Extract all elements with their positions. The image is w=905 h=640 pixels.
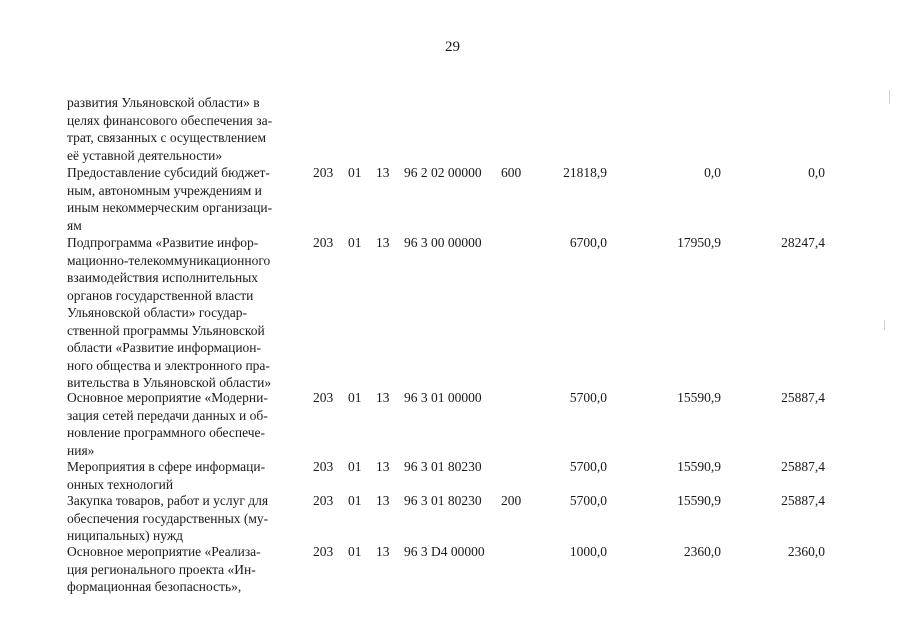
row-description: развития Ульяновской области» в целях финансового обеспечения за- трат, связанных с осуществлением eё уставной деятельности» [67,95,273,163]
amount-year-2: 15590,9 [677,459,721,474]
page-number: 29 [445,39,460,55]
amount-year-1: 6700,0 [569,235,607,250]
target-article-code: 96 3 01 00000 [404,390,482,405]
amount-year-2: 0,0 [704,165,721,180]
amount-year-3: 2360,0 [787,544,825,559]
amount-year-3: 0,0 [808,165,825,180]
expense-type-code: 200 [501,493,522,508]
row-description: Закупка товаров, работ и услуг для обеспечения государственных (му- ниципальных) нужд [67,493,269,543]
amount-year-1: 5700,0 [569,390,607,405]
subsection-code: 13 [376,493,390,508]
ved-code: 203 [313,493,334,508]
target-article-code: 96 3 D4 00000 [404,544,485,559]
row-description: Предоставление субсидий бюджет- ным, автономным учреждениям и иным некоммерческим организаци- ям [67,165,273,233]
row-description: Подпрограмма «Развитие инфор- мационно-телекоммуникационного взаимодействия исполнительных органов государственной власти Ульяновской области» государ- ственной программы Ульяновской области «Развитие информацион- ного общества и электронного пра- вительства в Ульяновской области» [67,235,272,390]
section-code: 01 [348,165,362,180]
amount-year-3: 28247,4 [781,235,825,250]
row-description: Мероприятия в сфере информаци- онных технологий [67,459,266,492]
amount-year-1: 21818,9 [563,165,607,180]
subsection-code: 13 [376,235,390,250]
amount-year-1: 1000,0 [569,544,607,559]
amount-year-3: 25887,4 [781,493,825,508]
section-code: 01 [348,544,362,559]
target-article-code: 96 2 02 00000 [404,165,482,180]
subsection-code: 13 [376,165,390,180]
section-code: 01 [348,459,362,474]
target-article-code: 96 3 01 80230 [404,459,482,474]
scan-edge-mark [884,320,885,330]
amount-year-2: 2360,0 [683,544,721,559]
section-code: 01 [348,390,362,405]
amount-year-3: 25887,4 [781,459,825,474]
section-code: 01 [348,235,362,250]
amount-year-3: 25887,4 [781,390,825,405]
amount-year-2: 15590,9 [677,493,721,508]
ved-code: 203 [313,459,334,474]
subsection-code: 13 [376,544,390,559]
target-article-code: 96 3 01 80230 [404,493,482,508]
expense-type-code: 600 [501,165,522,180]
amount-year-2: 15590,9 [677,390,721,405]
ved-code: 203 [313,390,334,405]
scan-edge-mark [889,90,890,104]
amount-year-1: 5700,0 [569,493,607,508]
row-description: Основное мероприятие «Модерни- зация сетей передачи данных и об- новление программного обеспече- ния» [67,390,268,458]
subsection-code: 13 [376,459,390,474]
ved-code: 203 [313,165,334,180]
subsection-code: 13 [376,390,390,405]
row-description: Основное мероприятие «Реализа- ция регионального проекта «Ин- формационная безопасность», [67,544,261,594]
ved-code: 203 [313,235,334,250]
amount-year-2: 17950,9 [677,235,721,250]
section-code: 01 [348,493,362,508]
target-article-code: 96 3 00 00000 [404,235,482,250]
ved-code: 203 [313,544,334,559]
amount-year-1: 5700,0 [569,459,607,474]
